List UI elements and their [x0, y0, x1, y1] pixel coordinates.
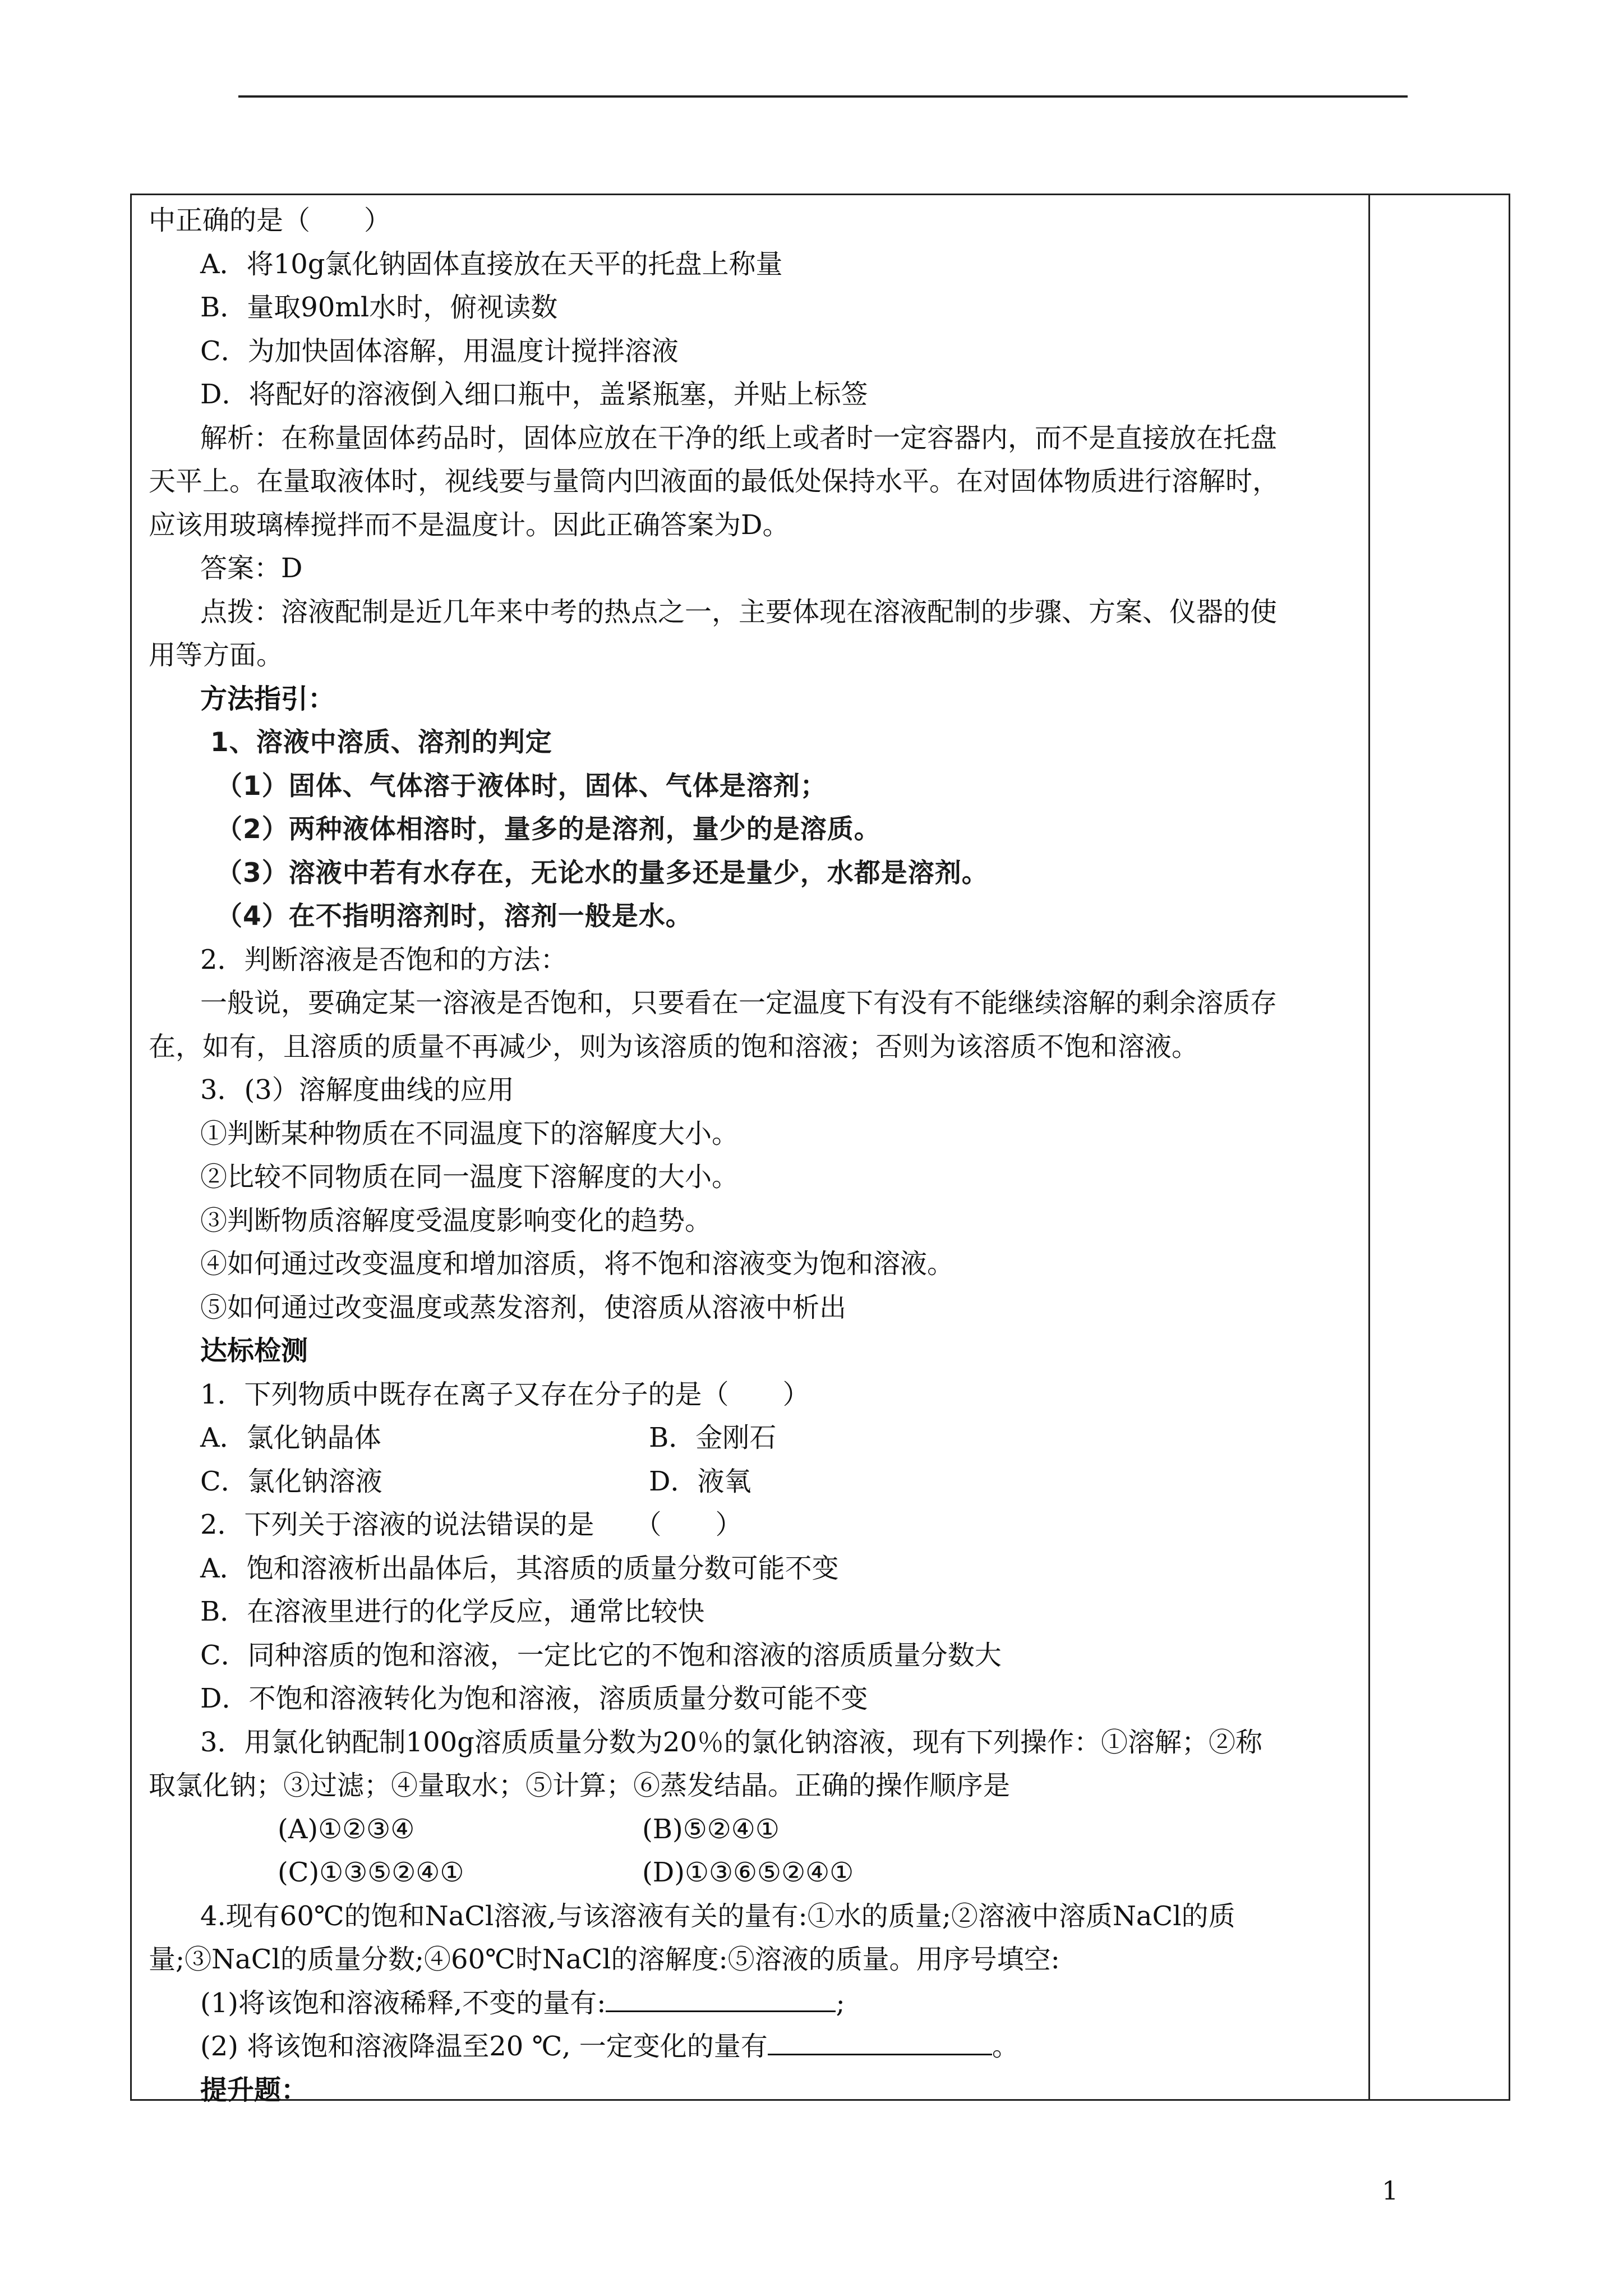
q4-sub-2-text: (2) 将该饱和溶液降温至20 ℃, 一定变化的量有 [200, 2031, 768, 2062]
q3-option-c: (C)①③⑤②④① [278, 1857, 464, 1888]
q3-option-d: (D)①③⑥⑤②④① [642, 1857, 854, 1888]
text-line: D．不饱和溶液转化为饱和溶液，溶质质量分数可能不变 [200, 1683, 868, 1714]
page-number: 1 [1382, 2175, 1399, 2206]
text-line: 一般说，要确定某一溶液是否饱和，只要看在一定温度下有没有不能继续溶解的剩余溶质存 [200, 987, 1278, 1019]
q3-options-row-1 [149, 1808, 1234, 1852]
header-rule [238, 95, 1408, 98]
text-line: B．量取90ml水时，俯视读数 [200, 292, 558, 323]
text-line: 答案：D [200, 553, 303, 584]
q4-answer-blank-2[interactable] [768, 2029, 992, 2055]
text-line: 取氯化钠；③过滤；④量取水；⑤计算；⑥蒸发结晶。正确的操作顺序是 [149, 1770, 1011, 1801]
text-line: （4）在不指明溶剂时，溶剂一般是水。 [216, 901, 693, 932]
text-line: 1、溶液中溶质、溶剂的判定 [210, 727, 552, 758]
q1-option-d: D．液氧 [649, 1465, 751, 1497]
text-line: （2）两种液体相溶时，量多的是溶剂，量少的是溶质。 [216, 814, 881, 845]
q4-sub-1 [149, 1982, 1234, 2026]
q1-options-row-2 [149, 1460, 1234, 1504]
q4-line-1: 4.现有60℃的饱和NaCl溶液,与该溶液有关的量有:①水的质量;②溶液中溶质NaCl的质 [200, 1900, 1235, 1932]
q1-option-c: C．氯化钠溶液 [200, 1465, 382, 1497]
text-line: 1．下列物质中既存在离子又存在分子的是（ ） [200, 1378, 810, 1410]
text-line: （1）固体、气体溶于液体时，固体、气体是溶剂； [216, 770, 827, 802]
text-line: B．在溶液里进行的化学反应，通常比较快 [200, 1596, 705, 1627]
text-line: C．同种溶质的饱和溶液，一定比它的不饱和溶液的溶质质量分数大 [200, 1639, 1002, 1671]
q4-sub-2 [149, 2025, 1234, 2069]
text-line: 达标检测 [200, 1335, 308, 1366]
text-line: A．饱和溶液析出晶体后，其溶质的质量分数可能不变 [200, 1552, 839, 1584]
text-line: 中正确的是（ ） [149, 205, 391, 236]
text-line: C．为加快固体溶解，用温度计搅拌溶液 [200, 335, 679, 367]
text-line: A．将10g氯化钠固体直接放在天平的托盘上称量 [200, 248, 783, 280]
text-line: 3．(3）溶解度曲线的应用 [200, 1074, 514, 1106]
text-line: （3）溶液中若有水存在，无论水的量多还是量少，水都是溶剂。 [216, 857, 989, 889]
text-line: 2．下列关于溶液的说法错误的是 （ ） [200, 1509, 743, 1540]
text-block-1 [149, 199, 1280, 1416]
text-line: 3．用氯化钠配制100g溶质质量分数为20％的氯化钠溶液，现有下列操作：①溶解；②称 [200, 1726, 1262, 1758]
q1-options-row-1 [149, 1416, 1234, 1460]
text-line: 点拨：溶液配制是近几年来中考的热点之一，主要体现在溶液配制的步骤、方案、仪器的使 [200, 596, 1278, 628]
text-line: 2．判断溶液是否饱和的方法： [200, 944, 568, 976]
text-line: ①判断某种物质在不同温度下的溶解度大小。 [200, 1117, 739, 1149]
text-line: ⑤如何通过改变温度或蒸发溶剂，使溶质从溶液中析出 [200, 1291, 847, 1323]
text-line: 方法指引： [200, 683, 335, 715]
q3-option-b: (B)⑤②④① [642, 1813, 780, 1845]
document-body [149, 199, 1280, 2112]
text-line: ②比较不同物质在同一温度下溶解度的大小。 [200, 1161, 739, 1193]
text-line: 天平上。在量取液体时，视线要与量筒内凹液面的最低处保持水平。在对固体物质进行溶解时， [149, 466, 1280, 497]
text-line: 解析：在称量固体药品时，固体应放在干净的纸上或者时一定容器内，而不是直接放在托盘 [200, 422, 1278, 454]
text-line: ④如何通过改变温度和增加溶质，将不饱和溶液变为饱和溶液。 [200, 1248, 955, 1280]
text-line: D．将配好的溶液倒入细口瓶中，盖紧瓶塞，并贴上标签 [200, 379, 868, 410]
q4-line-2: 量;③NaCl的质量分数;④60℃时NaCl的溶解度:⑤溶液的质量。用序号填空: [149, 1944, 1060, 1975]
q3-options-row-2 [149, 1851, 1234, 1895]
q1-option-b: B．金刚石 [649, 1422, 777, 1453]
text-line: 用等方面。 [149, 639, 284, 671]
q4-sub-2-suffix: 。 [992, 2031, 1019, 2062]
q1-option-a: A．氯化钠晶体 [200, 1422, 381, 1453]
text-line: 在，如有，且溶质的质量不再减少，则为该溶质的饱和溶液；否则为该溶质不饱和溶液。 [149, 1030, 1199, 1062]
q4-answer-blank-1[interactable] [606, 1986, 836, 2012]
section-heading-advanced: 提升题： [200, 2074, 308, 2106]
q4-sub-1-suffix: ; [836, 1987, 845, 2019]
table-column-divider [1368, 195, 1370, 2099]
text-line: 应该用玻璃棒搅拌而不是温度计。因此正确答案为D。 [149, 509, 790, 541]
text-block-2 [149, 1503, 1262, 1808]
q4-sub-1-text: (1)将该饱和溶液稀释,不变的量有: [200, 1987, 606, 2019]
text-line: ③判断物质溶解度受温度影响变化的趋势。 [200, 1204, 712, 1236]
q3-option-a: (A)①②③④ [278, 1813, 415, 1845]
